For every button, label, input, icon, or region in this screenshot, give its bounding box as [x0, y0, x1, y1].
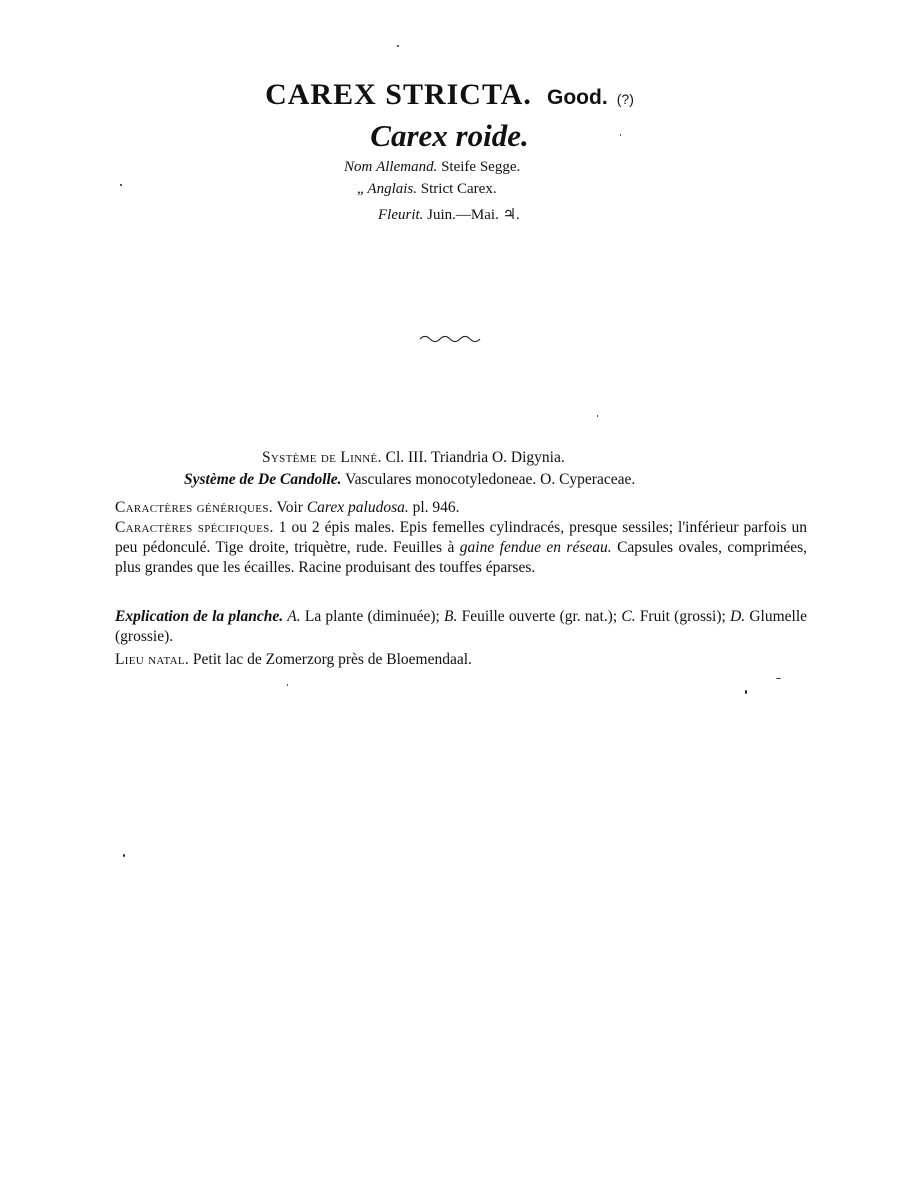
scan-speck	[597, 415, 598, 417]
uncertainty-mark: (?)	[616, 91, 634, 107]
key-c: C.	[621, 608, 636, 625]
generic-characters	[115, 498, 807, 518]
ditto-mark: „	[357, 181, 364, 197]
candolle-label: Système de De Candolle.	[184, 471, 342, 488]
text-b: Feuille ouverte (gr. nat.);	[461, 608, 618, 625]
key-a: A.	[287, 608, 301, 625]
explanation-label: Explication de la planche.	[115, 608, 284, 625]
generic-pre: Voir	[276, 499, 303, 516]
specific-text-2: Capsules ovales, comprimées, plus grandes que les écailles. Racine produisant des touffes éparses.	[115, 539, 808, 576]
generic-label: Caractères génériques.	[115, 499, 273, 516]
generic-post: pl. 946.	[412, 499, 460, 516]
specific-label: Caractères spécifiques.	[115, 519, 274, 536]
english-name: Strict Carex.	[420, 181, 497, 197]
scan-speck	[620, 134, 621, 136]
text-a: La plante (diminuée);	[304, 608, 440, 625]
french-name: Carex roide.	[370, 118, 529, 153]
key-b: B.	[444, 608, 458, 625]
key-d: D.	[730, 608, 746, 625]
species-name: CAREX STRICTA.	[265, 78, 532, 111]
german-prefix: Nom	[344, 159, 373, 175]
scan-speck	[776, 678, 781, 679]
linne-value: Cl. III. Triandria O. Digynia.	[385, 449, 565, 466]
plate-explanation	[115, 607, 807, 647]
habitat-text: Petit lac de Zomerzorg près de Bloemendaal.	[192, 651, 472, 668]
linne-label: Système de Linné.	[262, 449, 382, 466]
linne-system	[262, 449, 565, 467]
author-abbrev: Good.	[547, 86, 608, 109]
specific-emphasis: gaine fendue en réseau.	[459, 539, 612, 556]
ornament-divider	[418, 332, 484, 344]
english-lang: Anglais.	[367, 181, 418, 197]
candolle-system	[184, 471, 635, 489]
scan-speck	[120, 184, 122, 186]
scan-speck	[397, 45, 399, 47]
scan-speck	[123, 854, 125, 857]
habitat	[115, 650, 807, 670]
german-lang: Allemand.	[376, 159, 438, 175]
scan-speck	[287, 684, 288, 686]
specific-characters	[115, 518, 807, 578]
german-name: Steife Segge.	[441, 159, 521, 175]
text-c: Fruit (grossi);	[639, 608, 726, 625]
flowering-label: Fleurit.	[378, 207, 424, 223]
text-d: Glumelle (grossie).	[115, 608, 808, 645]
scan-speck	[745, 690, 747, 694]
candolle-value: Vasculares monocotyledoneae. O. Cyperaceae.	[345, 471, 636, 488]
flowering-value: Juin.—Mai. ♃.	[427, 207, 520, 223]
generic-ref: Carex paludosa.	[306, 499, 409, 516]
habitat-label: Lieu natal.	[115, 651, 190, 668]
page-title	[0, 78, 899, 112]
specific-text-1: 1 ou 2 épis males. Epis femelles cylindracés, presque sessiles; l'inférieur parfois un peu pédonculé. Tige droite, triquètre, rude. Feuilles à	[115, 519, 808, 556]
